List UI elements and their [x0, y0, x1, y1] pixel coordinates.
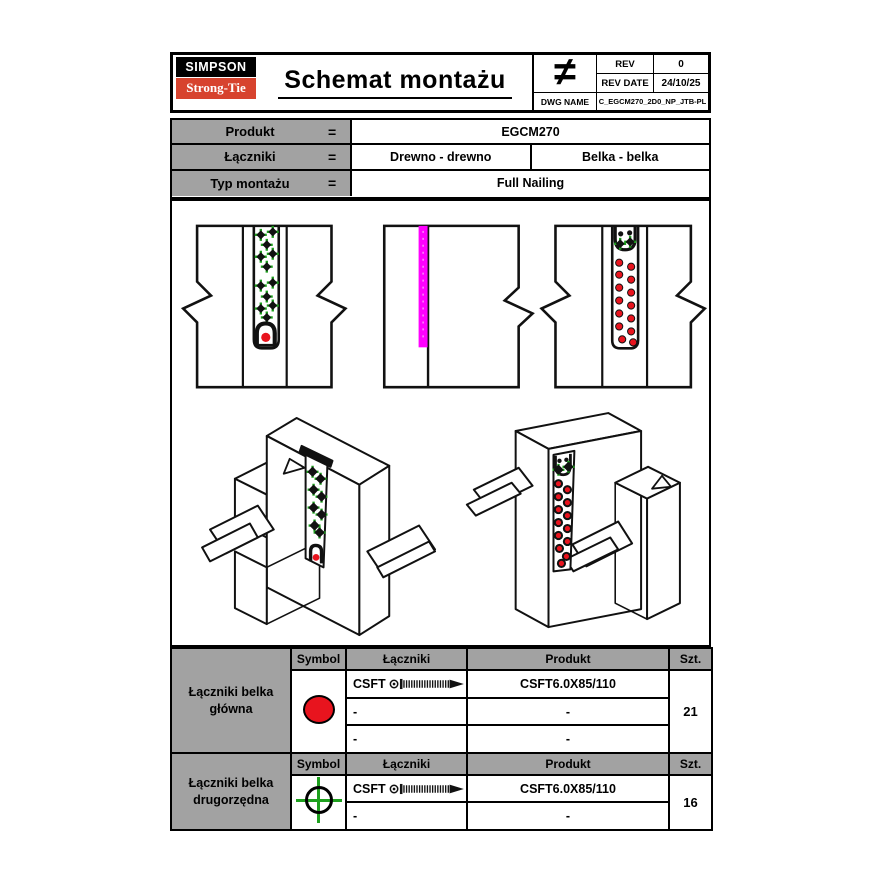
qty-main-beam: 21: [669, 670, 712, 753]
fastener-code: CSFT: [353, 677, 386, 691]
front-view-secondary-beam-nailing: [542, 226, 705, 387]
screw-icon: [389, 676, 466, 692]
mount-type-label: Typ montażu: [210, 175, 290, 191]
col-product: Produkt: [467, 753, 669, 775]
col-qty: Szt.: [669, 648, 712, 670]
fastener-code: CSFT: [353, 781, 386, 796]
rev-date-label: REV DATE: [596, 74, 653, 93]
rev-date-value: 24/10/25: [653, 74, 708, 93]
mount-type-value: Full Nailing: [496, 176, 565, 191]
col-fasteners: Łączniki: [346, 753, 467, 775]
equals-sign: =: [328, 123, 337, 140]
iso-hanger-strip-red: [552, 451, 574, 571]
rev-label: REV: [596, 55, 653, 74]
rev-value: 0: [653, 55, 708, 74]
product-code: CSFT6.0X85/110: [467, 775, 669, 802]
fastener-table-main-beam: [170, 647, 713, 754]
green-nail-symbols: [255, 226, 279, 324]
fasteners-value-beam-beam: Belka - belka: [530, 145, 710, 168]
product-value: EGCM270: [501, 124, 560, 139]
front-view-glue-line: [384, 226, 532, 387]
fasteners-label: Łączniki: [224, 149, 276, 165]
sheet-title: Schemat montażu: [278, 66, 511, 99]
fastener-code: -: [346, 698, 467, 725]
product-row: [172, 120, 709, 145]
hanger-top-tab-with-holes: [614, 227, 636, 250]
fastener-table-secondary-beam: [170, 752, 713, 831]
col-fasteners: Łączniki: [346, 648, 467, 670]
fastener-code: -: [346, 725, 467, 753]
iso-view-main-beam: [202, 418, 435, 635]
col-product: Produkt: [467, 648, 669, 670]
secondary-beam-symbol-crosshair-icon: [296, 777, 342, 823]
fasteners-value-wood-wood: Drewno - drewno: [390, 149, 492, 164]
product-label: Produkt: [225, 124, 275, 140]
col-symbol: Symbol: [291, 648, 346, 670]
col-qty: Szt.: [669, 753, 712, 775]
not-equal-logo-icon: ≠: [534, 55, 596, 93]
hanger-seat-with-red-fastener: [255, 323, 277, 345]
equals-sign: =: [328, 148, 337, 165]
title-block: [170, 52, 711, 113]
col-symbol: Symbol: [291, 753, 346, 775]
product-code: -: [467, 698, 669, 725]
iso-view-secondary-beam: [467, 413, 680, 627]
logo-simpson-text: SIMPSON: [176, 57, 256, 77]
title-area: [258, 55, 532, 110]
product-code: -: [467, 802, 669, 830]
product-info-table: [170, 118, 711, 199]
product-code: CSFT6.0X85/110: [467, 670, 669, 698]
product-code: -: [467, 725, 669, 753]
logo-strongtie-text: Strong-Tie: [176, 78, 256, 99]
dwg-name-label: DWG NAME: [540, 96, 590, 107]
assembly-diagrams: [172, 201, 708, 644]
group-label-secondary-beam: Łączniki belka drugorzędna: [171, 753, 291, 830]
screw-icon: [389, 781, 466, 797]
qty-secondary-beam: 16: [669, 775, 712, 830]
group-label-main-beam: Łączniki belka główna: [171, 648, 291, 753]
drawing-sheet: [170, 52, 711, 829]
fasteners-row: [172, 145, 709, 170]
diagram-area: [170, 199, 711, 647]
revision-block: [532, 55, 708, 110]
simpson-strongtie-logo: [173, 55, 258, 110]
equals-sign: =: [328, 175, 337, 192]
dwg-name-value: C_EGCM270_2D0_NP_JTB-PL: [596, 93, 708, 110]
fastener-code: -: [346, 802, 467, 830]
mount-type-row: [172, 171, 709, 196]
red-screw-dots: [616, 259, 637, 346]
front-view-main-beam-nailing: [183, 226, 345, 387]
main-beam-symbol-red-circle-icon: [303, 695, 335, 724]
